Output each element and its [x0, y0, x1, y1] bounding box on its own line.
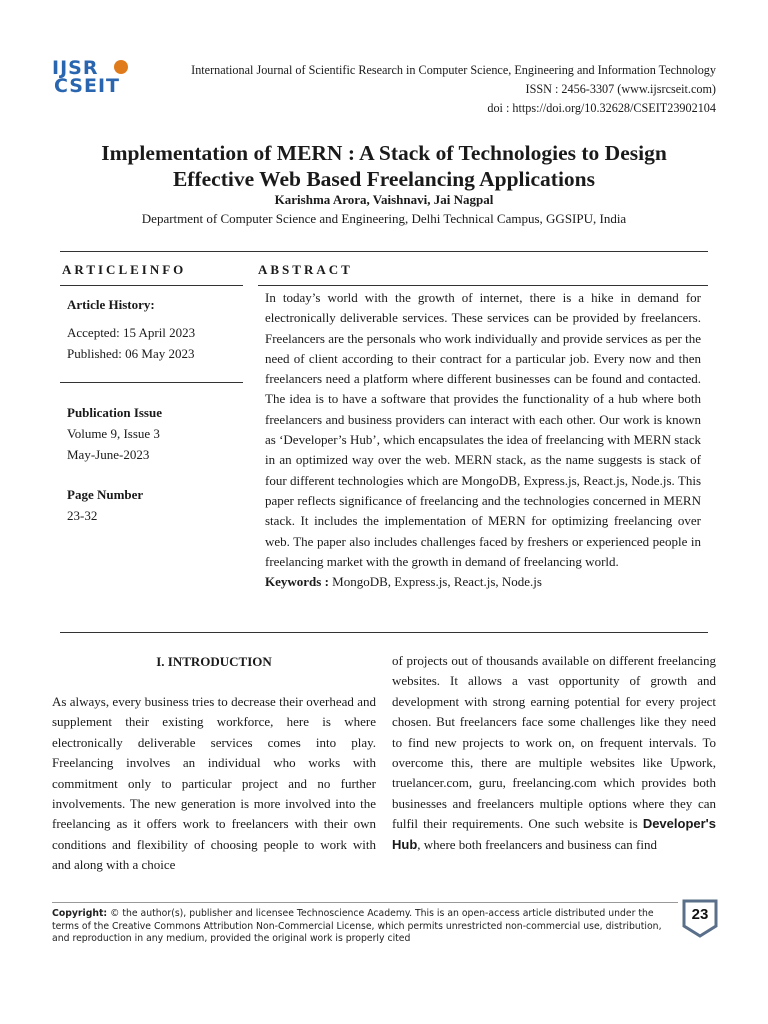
page-number-badge: 23: [691, 906, 709, 923]
copyright-text: © the author(s), publisher and licensee Technoscience Academy. This is an open-access article distributed under the terms of the Creative Commons Attribution Non-Commercial License, which permits unrestricted non-commercial use, distribution, and reproduction in any medium, provided the original work is properly cited: [52, 908, 662, 945]
copyright-notice: [52, 908, 674, 946]
intro-right-text: of projects out of thousands available on different freelancing websites. It allows a vast opportunity of growth and development with strong earning potential for every project chosen. But freelancers face some challenges like they need to find new projects to work on, on frequent intervals. To overcome this, there are multiple websites like Upwork, truelancer.com, guru, freelancing.com which provides both businesses and freelancers multiple options where they can fulfil their requirements. One such website is: [392, 653, 716, 832]
intro-right-column: [392, 651, 716, 855]
intro-right-tail: , where both freelancers and business can find: [417, 836, 657, 852]
logo-orange-mark: [114, 60, 128, 74]
introduction-heading: I. INTRODUCTION: [156, 654, 272, 669]
paper-title-line-2: Effective Web Based Freelancing Applications: [172, 167, 596, 191]
journal-logo: [52, 58, 134, 100]
published-date: Published: 06 May 2023: [67, 346, 195, 361]
page-range: 23-32: [67, 508, 98, 523]
journal-issn: ISSN : 2456-3307 (www.ijsrcseit.com): [525, 82, 716, 96]
logo-text-bottom: CSEIT: [54, 75, 120, 97]
keywords-label: Keywords :: [265, 574, 329, 590]
publication-issue-label: Publication Issue: [67, 405, 162, 420]
developers-hub-name: Developer's Hub: [392, 816, 716, 852]
publication-issue: [67, 402, 242, 465]
paper-title: [40, 140, 728, 192]
abstract-text: In today’s world with the growth of internet, there is a hike in demand for electronically deliverable services. These services can be provided by freelancers. Freelancers are the personals who work individually and provide services as per the need of client according to their contract for a particular job. Every now and then freelancers need a platform where different businesses can be found and contacted. The idea is to have a software that provides the functionality of a hub where both freelancers and business providers can interact with each other. Our work is known as ‘Developer’s Hub’, which encapsulates the idea of freelancing with MERN stack in an optimized way over the web. MERN stack, as the name suggests is stack of four different technologies which are MongoDB, Express.js, React.js, Node.js. This paper reflects significance of freelancing and the technologies concerned in MERN stack. It includes the implementation of MERN for optimizing freelancing over web. The paper also includes challenges faced by freshers or experienced people in freelancing market with the growth in demand of freelancing world.: [265, 290, 701, 569]
article-history-label: Article History:: [67, 297, 155, 312]
article-info-heading: ARTICLEINFO: [62, 262, 187, 277]
accepted-date: Accepted: 15 April 2023: [67, 325, 196, 340]
info-rule-1: [60, 285, 243, 286]
footer-rule: [52, 902, 678, 903]
issue-period: May-June-2023: [67, 447, 150, 462]
volume-issue: Volume 9, Issue 3: [67, 426, 160, 441]
abstract-rule-top: [258, 285, 708, 286]
logo-text-top: IJSR: [52, 57, 99, 79]
paper-affiliation: Department of Computer Science and Engineering, Delhi Technical Campus, GGSIPU, India: [141, 211, 627, 226]
article-history: [67, 294, 242, 364]
page-number-label: Page Number: [67, 487, 144, 502]
paper-title-line-1: Implementation of MERN : A Stack of Technologies to Design: [101, 141, 667, 165]
intro-left-column: As always, every business tries to decrease their overhead and supplement their existing workforce, here is where electronically deliverable services comes into play. Freelancing involves an individual who works with commitment only to particular project and no further involvements. The new generation is more involved into the freelancing as it offers work to freelancers with their own conditions and flexibility of choosing people to work with and along with a choice: [52, 694, 376, 873]
abstract-heading: ABSTRACT: [258, 262, 353, 277]
keywords: [265, 572, 701, 592]
journal-name: International Journal of Scientific Research in Computer Science, Engineering and Information Technology: [191, 63, 716, 77]
info-rule-2: [60, 382, 243, 383]
abstract-body: [265, 288, 701, 592]
bottom-rule: [60, 632, 708, 633]
copyright-label: Copyright:: [52, 908, 108, 919]
top-rule: [60, 251, 708, 252]
journal-doi: doi : https://doi.org/10.32628/CSEIT23902104: [487, 101, 716, 115]
page-number-block: [67, 484, 242, 526]
paper-authors: Karishma Arora, Vaishnavi, Jai Nagpal: [274, 192, 494, 207]
keywords-list: MongoDB, Express.js, React.js, Node.js: [328, 574, 542, 590]
